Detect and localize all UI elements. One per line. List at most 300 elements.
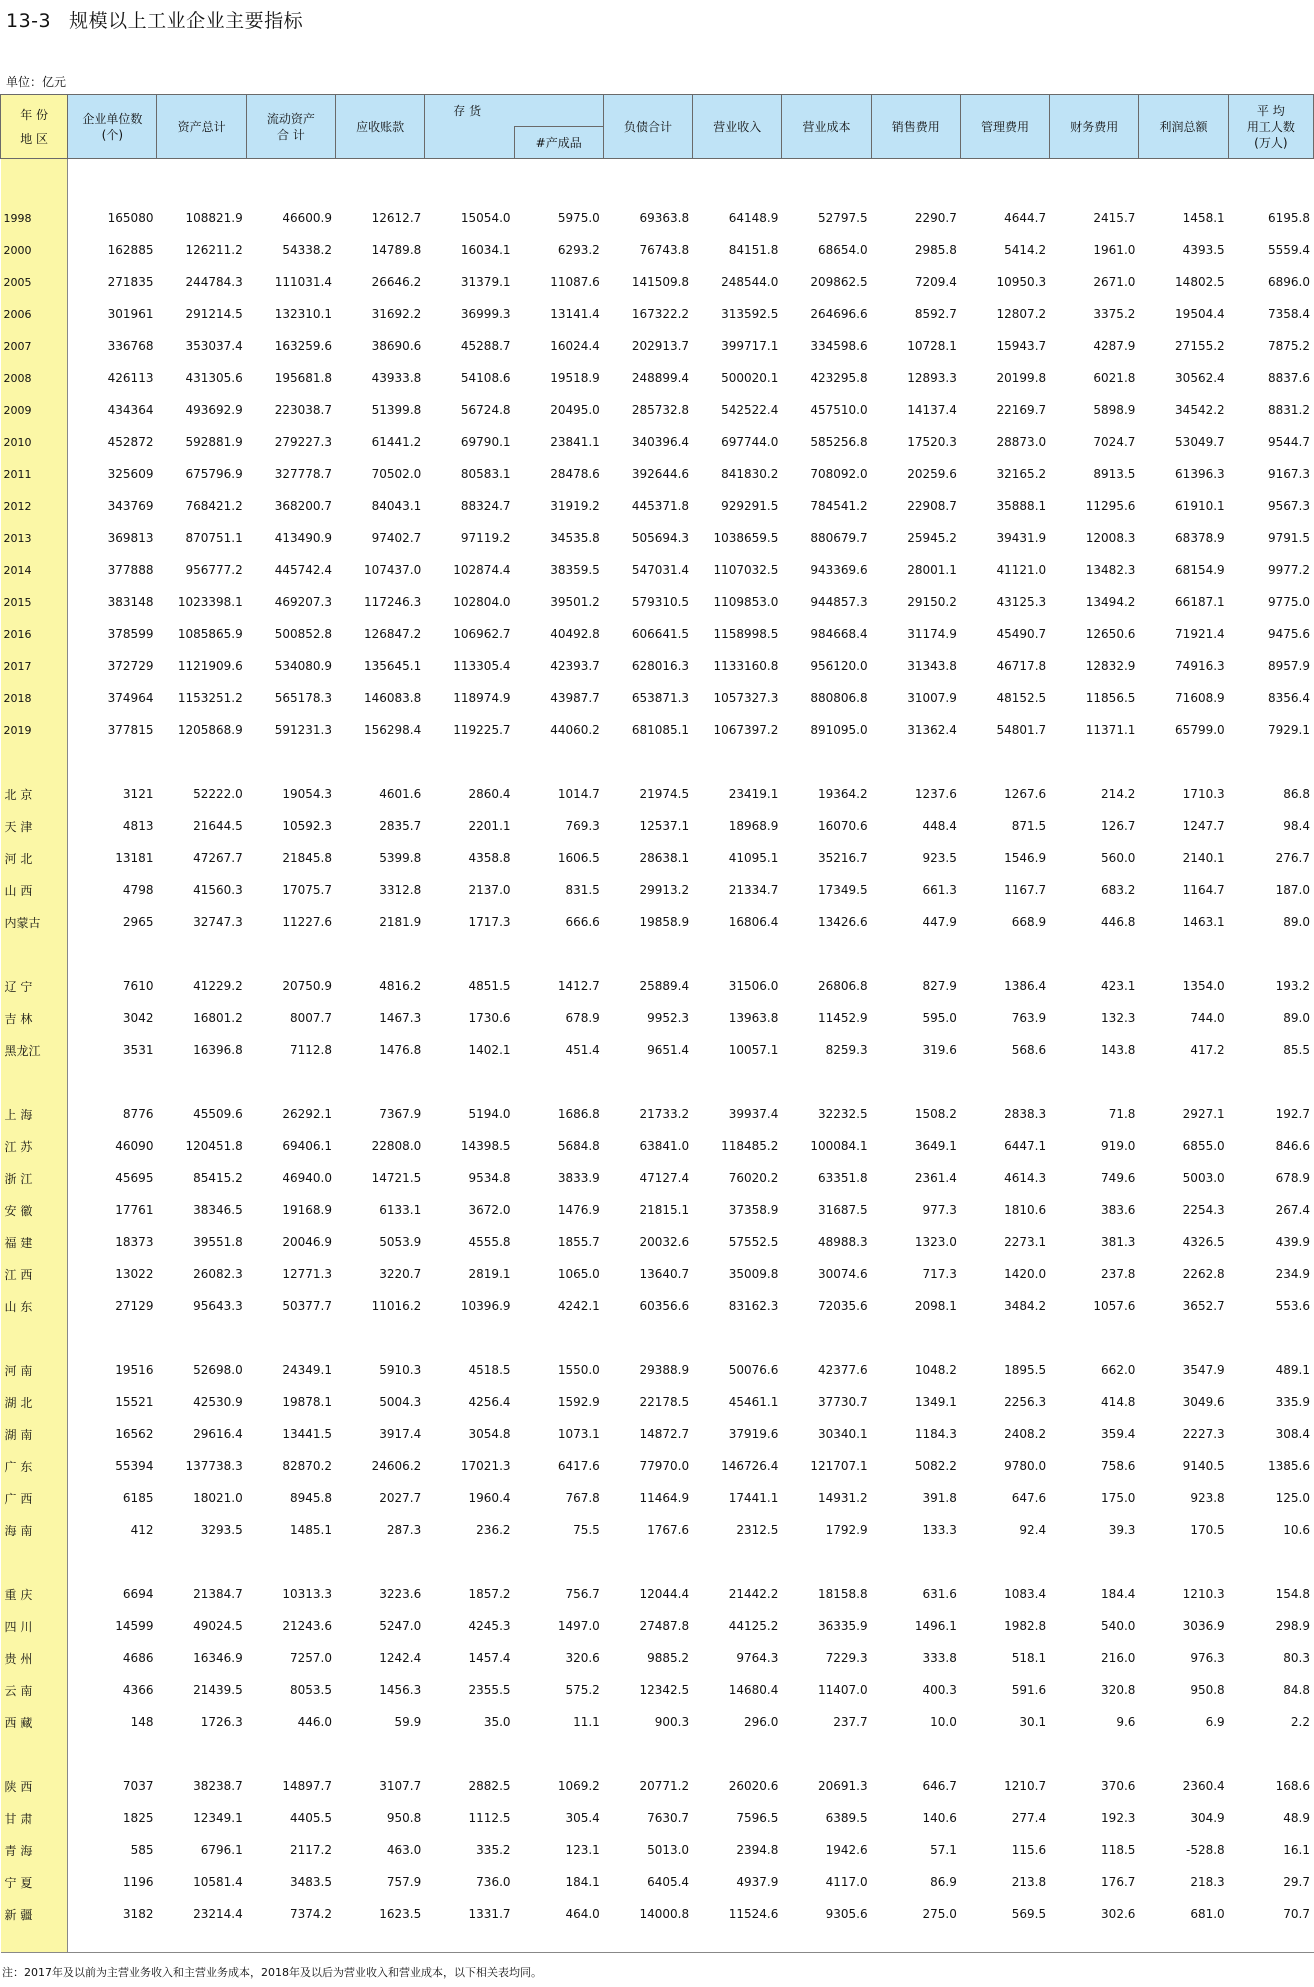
- table-cell: 24349.1: [246, 1354, 335, 1386]
- table-cell: 678.9: [1228, 1162, 1313, 1194]
- table-cell: 34542.2: [1139, 394, 1228, 426]
- table-cell: 923.8: [1139, 1482, 1228, 1514]
- table-cell: 5975.0: [514, 202, 603, 234]
- table-cell: -528.8: [1139, 1834, 1228, 1866]
- table-cell: 681085.1: [603, 714, 692, 746]
- table-cell: 9.6: [1050, 1706, 1139, 1738]
- table-cell: 683.2: [1050, 874, 1139, 906]
- table-cell: 148: [68, 1706, 157, 1738]
- table-cell: 14789.8: [336, 234, 425, 266]
- table-cell: 560.0: [1050, 842, 1139, 874]
- table-cell: 1420.0: [960, 1258, 1049, 1290]
- table-cell: 956777.2: [157, 554, 246, 586]
- table-row: [1, 362, 1314, 394]
- table-cell: 17441.1: [693, 1482, 782, 1514]
- table-row: [1, 1418, 1314, 1450]
- table-cell: 744.0: [1139, 1002, 1228, 1034]
- table-cell: 111031.4: [246, 266, 335, 298]
- table-cell: 5414.2: [960, 234, 1049, 266]
- header-enterprises-line1: 企业单位数: [82, 111, 143, 126]
- header-selling-expenses: 销售费用: [871, 95, 960, 159]
- table-cell: 46600.9: [246, 202, 335, 234]
- table-cell: 1242.4: [336, 1642, 425, 1674]
- table-cell: 377888: [68, 554, 157, 586]
- row-label-region: 陕 西: [1, 1770, 68, 1802]
- table-cell: 70.7: [1228, 1898, 1313, 1930]
- header-current-assets-line1: 流动资产: [266, 111, 315, 126]
- table-cell: 277.4: [960, 1802, 1049, 1834]
- table-cell: 1458.1: [1139, 202, 1228, 234]
- table-cell: 193.2: [1228, 970, 1313, 1002]
- table-cell: 7875.2: [1228, 330, 1313, 362]
- table-cell: 666.6: [514, 906, 603, 938]
- row-label-year: 2015: [1, 586, 68, 618]
- table-cell: 115.6: [960, 1834, 1049, 1866]
- table-cell: 154.8: [1228, 1578, 1313, 1610]
- table-cell: 11016.2: [336, 1290, 425, 1322]
- table-cell: 1810.6: [960, 1194, 1049, 1226]
- table-cell: 275.0: [871, 1898, 960, 1930]
- table-cell: 1014.7: [514, 778, 603, 810]
- table-cell: 2838.3: [960, 1098, 1049, 1130]
- table-cell: 31174.9: [871, 618, 960, 650]
- table-cell: 70502.0: [336, 458, 425, 490]
- table-cell: 6.9: [1139, 1706, 1228, 1738]
- table-cell: 4798: [68, 874, 157, 906]
- table-spacer-row: [1, 1930, 1314, 1953]
- indicator-table: [0, 94, 1314, 1953]
- table-cell: 14931.2: [782, 1482, 871, 1514]
- table-cell: 12537.1: [603, 810, 692, 842]
- table-cell: 3182: [68, 1898, 157, 1930]
- table-cell: 327778.7: [246, 458, 335, 490]
- spacer-cell: [68, 938, 1314, 970]
- row-label-year: 2013: [1, 522, 68, 554]
- table-cell: 7229.3: [782, 1642, 871, 1674]
- table-row: [1, 1514, 1314, 1546]
- table-cell: 54338.2: [246, 234, 335, 266]
- table-cell: 11371.1: [1050, 714, 1139, 746]
- table-cell: 2394.8: [693, 1834, 782, 1866]
- table-cell: 35216.7: [782, 842, 871, 874]
- table-cell: 15054.0: [425, 202, 514, 234]
- table-cell: 57552.5: [693, 1226, 782, 1258]
- table-cell: 16346.9: [157, 1642, 246, 1674]
- table-cell: 126847.2: [336, 618, 425, 650]
- table-cell: 107437.0: [336, 554, 425, 586]
- table-cell: 3833.9: [514, 1162, 603, 1194]
- table-cell: 1065.0: [514, 1258, 603, 1290]
- table-cell: 61910.1: [1139, 490, 1228, 522]
- table-cell: 717.3: [871, 1258, 960, 1290]
- table-cell: 126211.2: [157, 234, 246, 266]
- table-cell: 69406.1: [246, 1130, 335, 1162]
- table-cell: 20691.3: [782, 1770, 871, 1802]
- table-row: [1, 1866, 1314, 1898]
- table-cell: 547031.4: [603, 554, 692, 586]
- table-cell: 3036.9: [1139, 1610, 1228, 1642]
- table-cell: 14599: [68, 1610, 157, 1642]
- table-cell: 5910.3: [336, 1354, 425, 1386]
- row-label-region: 浙 江: [1, 1162, 68, 1194]
- table-cell: 568.6: [960, 1034, 1049, 1066]
- header-admin-expenses: 管理费用: [960, 95, 1049, 159]
- table-cell: 102874.4: [425, 554, 514, 586]
- table-cell: 3483.5: [246, 1866, 335, 1898]
- table-cell: 156298.4: [336, 714, 425, 746]
- table-cell: 244784.3: [157, 266, 246, 298]
- table-cell: 8776: [68, 1098, 157, 1130]
- table-row: [1, 1162, 1314, 1194]
- table-cell: 3531: [68, 1034, 157, 1066]
- table-cell: 423295.8: [782, 362, 871, 394]
- table-row: [1, 810, 1314, 842]
- row-label-year: 2012: [1, 490, 68, 522]
- table-cell: 14398.5: [425, 1130, 514, 1162]
- table-cell: 102804.0: [425, 586, 514, 618]
- table-cell: 64148.9: [693, 202, 782, 234]
- header-enterprises: [68, 95, 157, 159]
- table-cell: 53049.7: [1139, 426, 1228, 458]
- table-cell: 569.5: [960, 1898, 1049, 1930]
- table-cell: 2181.9: [336, 906, 425, 938]
- table-cell: 28478.6: [514, 458, 603, 490]
- table-cell: 9651.4: [603, 1034, 692, 1066]
- table-cell: 304.9: [1139, 1802, 1228, 1834]
- table-cell: 14680.4: [693, 1674, 782, 1706]
- row-label-region: 江 苏: [1, 1130, 68, 1162]
- table-cell: 880806.8: [782, 682, 871, 714]
- table-cell: 9475.6: [1228, 618, 1313, 650]
- table-cell: 45461.1: [693, 1386, 782, 1418]
- table-cell: 784541.2: [782, 490, 871, 522]
- header-region: 地 区: [20, 131, 49, 146]
- table-cell: 2290.7: [871, 202, 960, 234]
- table-cell: 871.5: [960, 810, 1049, 842]
- table-cell: 4245.3: [425, 1610, 514, 1642]
- table-cell: 14000.8: [603, 1898, 692, 1930]
- table-cell: 26020.6: [693, 1770, 782, 1802]
- table-cell: 19518.9: [514, 362, 603, 394]
- row-label-region: 内蒙古: [1, 906, 68, 938]
- table-cell: 10396.9: [425, 1290, 514, 1322]
- row-label-year: 2008: [1, 362, 68, 394]
- table-cell: 223038.7: [246, 394, 335, 426]
- table-cell: 32232.5: [782, 1098, 871, 1130]
- table-cell: 1592.9: [514, 1386, 603, 1418]
- row-label-year: 2014: [1, 554, 68, 586]
- table-cell: 2256.3: [960, 1386, 1049, 1418]
- table-cell: 378599: [68, 618, 157, 650]
- table-cell: 41095.1: [693, 842, 782, 874]
- table-cell: 708092.0: [782, 458, 871, 490]
- table-cell: 6293.2: [514, 234, 603, 266]
- table-cell: 5247.0: [336, 1610, 425, 1642]
- row-label-region: 海 南: [1, 1514, 68, 1546]
- table-cell: 374964: [68, 682, 157, 714]
- table-cell: 3547.9: [1139, 1354, 1228, 1386]
- table-cell: 827.9: [871, 970, 960, 1002]
- table-cell: 929291.5: [693, 490, 782, 522]
- table-cell: 447.9: [871, 906, 960, 938]
- table-cell: 51399.8: [336, 394, 425, 426]
- table-cell: 167322.2: [603, 298, 692, 330]
- table-cell: 9764.3: [693, 1642, 782, 1674]
- table-row: [1, 970, 1314, 1002]
- table-cell: 591231.3: [246, 714, 335, 746]
- table-cell: 8957.9: [1228, 650, 1313, 682]
- table-cell: 42393.7: [514, 650, 603, 682]
- table-cell: 264696.6: [782, 298, 871, 330]
- row-label-year: 2011: [1, 458, 68, 490]
- table-cell: 143.8: [1050, 1034, 1139, 1066]
- table-cell: 2273.1: [960, 1226, 1049, 1258]
- table-cell: 202913.7: [603, 330, 692, 362]
- table-cell: 606641.5: [603, 618, 692, 650]
- table-cell: 12342.5: [603, 1674, 692, 1706]
- table-cell: 463.0: [336, 1834, 425, 1866]
- row-label-blank: [1, 1546, 68, 1578]
- table-cell: 18021.0: [157, 1482, 246, 1514]
- table-cell: 2201.1: [425, 810, 514, 842]
- table-row: [1, 906, 1314, 938]
- table-cell: 32747.3: [157, 906, 246, 938]
- table-cell: 1825: [68, 1802, 157, 1834]
- table-cell: 1210.7: [960, 1770, 1049, 1802]
- table-cell: 13181: [68, 842, 157, 874]
- table-cell: 431305.6: [157, 362, 246, 394]
- table-cell: 45695: [68, 1162, 157, 1194]
- table-cell: 63351.8: [782, 1162, 871, 1194]
- table-cell: 4287.9: [1050, 330, 1139, 362]
- table-cell: 1196: [68, 1866, 157, 1898]
- table-cell: 55394: [68, 1450, 157, 1482]
- table-cell: 26082.3: [157, 1258, 246, 1290]
- table-cell: 4937.9: [693, 1866, 782, 1898]
- table-cell: 575.2: [514, 1674, 603, 1706]
- table-cell: 97402.7: [336, 522, 425, 554]
- table-cell: 4851.5: [425, 970, 514, 1002]
- table-cell: 37730.7: [782, 1386, 871, 1418]
- table-cell: 234.9: [1228, 1258, 1313, 1290]
- row-label-region: 重 庆: [1, 1578, 68, 1610]
- table-cell: 9780.0: [960, 1450, 1049, 1482]
- table-cell: 423.1: [1050, 970, 1139, 1002]
- table-cell: 209862.5: [782, 266, 871, 298]
- table-cell: 1067397.2: [693, 714, 782, 746]
- row-label-region: 福 建: [1, 1226, 68, 1258]
- table-cell: 66187.1: [1139, 586, 1228, 618]
- table-cell: 841830.2: [693, 458, 782, 490]
- table-cell: 31506.0: [693, 970, 782, 1002]
- table-row: [1, 1002, 1314, 1034]
- table-cell: 391.8: [871, 1482, 960, 1514]
- table-row: [1, 1482, 1314, 1514]
- table-cell: 446.0: [246, 1706, 335, 1738]
- table-cell: 9305.6: [782, 1898, 871, 1930]
- table-cell: 10057.1: [693, 1034, 782, 1066]
- table-cell: 1069.2: [514, 1770, 603, 1802]
- table-cell: 1857.2: [425, 1578, 514, 1610]
- table-cell: 36999.3: [425, 298, 514, 330]
- table-cell: 54801.7: [960, 714, 1049, 746]
- table-cell: 369813: [68, 522, 157, 554]
- row-label-blank: [1, 1322, 68, 1354]
- table-cell: 84.8: [1228, 1674, 1313, 1706]
- table-cell: 24606.2: [336, 1450, 425, 1482]
- table-cell: 21845.8: [246, 842, 335, 874]
- table-cell: 457510.0: [782, 394, 871, 426]
- table-cell: 381.3: [1050, 1226, 1139, 1258]
- table-cell: 37919.6: [693, 1418, 782, 1450]
- table-cell: 1855.7: [514, 1226, 603, 1258]
- table-cell: 213.8: [960, 1866, 1049, 1898]
- table-cell: 1550.0: [514, 1354, 603, 1386]
- table-cell: 333.8: [871, 1642, 960, 1674]
- header-liabilities: 负债合计: [603, 95, 692, 159]
- table-cell: 956120.0: [782, 650, 871, 682]
- table-cell: 30074.6: [782, 1258, 871, 1290]
- table-cell: 1508.2: [871, 1098, 960, 1130]
- table-cell: 39431.9: [960, 522, 1049, 554]
- row-label-year: 2007: [1, 330, 68, 362]
- header-financial-expenses: 财务费用: [1050, 95, 1139, 159]
- header-inventory: 存 货: [425, 95, 604, 127]
- footnote: 注：2017年及以前为主营业务收入和主营业务成本，2018年及以后为营业收入和营业成本，以下相关表均同。: [2, 1966, 542, 1979]
- table-cell: 9977.2: [1228, 554, 1313, 586]
- table-cell: 1167.7: [960, 874, 1049, 906]
- table-row: [1, 1034, 1314, 1066]
- table-cell: 85415.2: [157, 1162, 246, 1194]
- table-cell: 308.4: [1228, 1418, 1313, 1450]
- table-cell: 1982.8: [960, 1610, 1049, 1642]
- table-cell: 71.8: [1050, 1098, 1139, 1130]
- table-cell: 1109853.0: [693, 586, 782, 618]
- table-cell: 1710.3: [1139, 778, 1228, 810]
- table-cell: 5004.3: [336, 1386, 425, 1418]
- table-cell: 2985.8: [871, 234, 960, 266]
- table-cell: 21384.7: [157, 1578, 246, 1610]
- table-cell: 1385.6: [1228, 1450, 1313, 1482]
- table-cell: 276.7: [1228, 842, 1313, 874]
- table-cell: 23214.4: [157, 1898, 246, 1930]
- row-label-region: 贵 州: [1, 1642, 68, 1674]
- row-label-year: 2000: [1, 234, 68, 266]
- table-cell: 9140.5: [1139, 1450, 1228, 1482]
- table-cell: 16801.2: [157, 1002, 246, 1034]
- table-cell: 168.6: [1228, 1770, 1313, 1802]
- table-row: [1, 234, 1314, 266]
- table-cell: 9885.2: [603, 1642, 692, 1674]
- table-cell: 16.1: [1228, 1834, 1313, 1866]
- table-cell: 35.0: [425, 1706, 514, 1738]
- table-cell: 26292.1: [246, 1098, 335, 1130]
- table-row: [1, 394, 1314, 426]
- table-cell: 768421.2: [157, 490, 246, 522]
- table-cell: 56724.8: [425, 394, 514, 426]
- row-label-region: 甘 肃: [1, 1802, 68, 1834]
- table-cell: 192.7: [1228, 1098, 1313, 1130]
- table-cell: 5194.0: [425, 1098, 514, 1130]
- table-cell: 10728.1: [871, 330, 960, 362]
- table-cell: 36335.9: [782, 1610, 871, 1642]
- table-cell: 8592.7: [871, 298, 960, 330]
- table-cell: 1267.6: [960, 778, 1049, 810]
- table-cell: 3375.2: [1050, 298, 1139, 330]
- table-cell: 9775.0: [1228, 586, 1313, 618]
- table-cell: 7610: [68, 970, 157, 1002]
- row-label-region: 宁 夏: [1, 1866, 68, 1898]
- table-cell: 216.0: [1050, 1642, 1139, 1674]
- table-cell: 12893.3: [871, 362, 960, 394]
- table-cell: 10313.3: [246, 1578, 335, 1610]
- table-cell: 17520.3: [871, 426, 960, 458]
- table-cell: 287.3: [336, 1514, 425, 1546]
- table-cell: 7112.8: [246, 1034, 335, 1066]
- table-spacer-row: [1, 938, 1314, 970]
- table-cell: 542522.4: [693, 394, 782, 426]
- header-year-region: [1, 95, 68, 159]
- table-cell: 2671.0: [1050, 266, 1139, 298]
- table-cell: 236.2: [425, 1514, 514, 1546]
- table-cell: 41229.2: [157, 970, 246, 1002]
- table-cell: 10.0: [871, 1706, 960, 1738]
- table-cell: 591.6: [960, 1674, 1049, 1706]
- table-cell: 7367.9: [336, 1098, 425, 1130]
- table-row: [1, 1290, 1314, 1322]
- table-cell: 59.9: [336, 1706, 425, 1738]
- table-cell: 95643.3: [157, 1290, 246, 1322]
- table-row: [1, 842, 1314, 874]
- table-cell: 1164.7: [1139, 874, 1228, 906]
- table-cell: 45288.7: [425, 330, 514, 362]
- table-cell: 10592.3: [246, 810, 335, 842]
- row-label-year: 2010: [1, 426, 68, 458]
- table-cell: 2835.7: [336, 810, 425, 842]
- table-cell: 653871.3: [603, 682, 692, 714]
- table-cell: 92.4: [960, 1514, 1049, 1546]
- table-cell: 248544.0: [693, 266, 782, 298]
- table-cell: 69790.1: [425, 426, 514, 458]
- table-row: [1, 778, 1314, 810]
- table-cell: 20046.9: [246, 1226, 335, 1258]
- table-cell: 319.6: [871, 1034, 960, 1066]
- table-cell: 446.8: [1050, 906, 1139, 938]
- table-cell: 3049.6: [1139, 1386, 1228, 1418]
- table-cell: 3649.1: [871, 1130, 960, 1162]
- table-cell: 1686.8: [514, 1098, 603, 1130]
- table-cell: 71608.9: [1139, 682, 1228, 714]
- table-cell: 585256.8: [782, 426, 871, 458]
- table-row: [1, 1610, 1314, 1642]
- table-cell: 5399.8: [336, 842, 425, 874]
- table-cell: 133.3: [871, 1514, 960, 1546]
- table-cell: 3042: [68, 1002, 157, 1034]
- table-cell: 585: [68, 1834, 157, 1866]
- table-cell: 646.7: [871, 1770, 960, 1802]
- table-cell: 17021.3: [425, 1450, 514, 1482]
- table-row: [1, 1386, 1314, 1418]
- table-cell: 29150.2: [871, 586, 960, 618]
- table-cell: 7037: [68, 1770, 157, 1802]
- table-cell: 505694.3: [603, 522, 692, 554]
- table-cell: 919.0: [1050, 1130, 1139, 1162]
- table-cell: 16396.8: [157, 1034, 246, 1066]
- table-row: [1, 330, 1314, 362]
- table-cell: 146726.4: [693, 1450, 782, 1482]
- table-cell: 2882.5: [425, 1770, 514, 1802]
- table-cell: 141509.8: [603, 266, 692, 298]
